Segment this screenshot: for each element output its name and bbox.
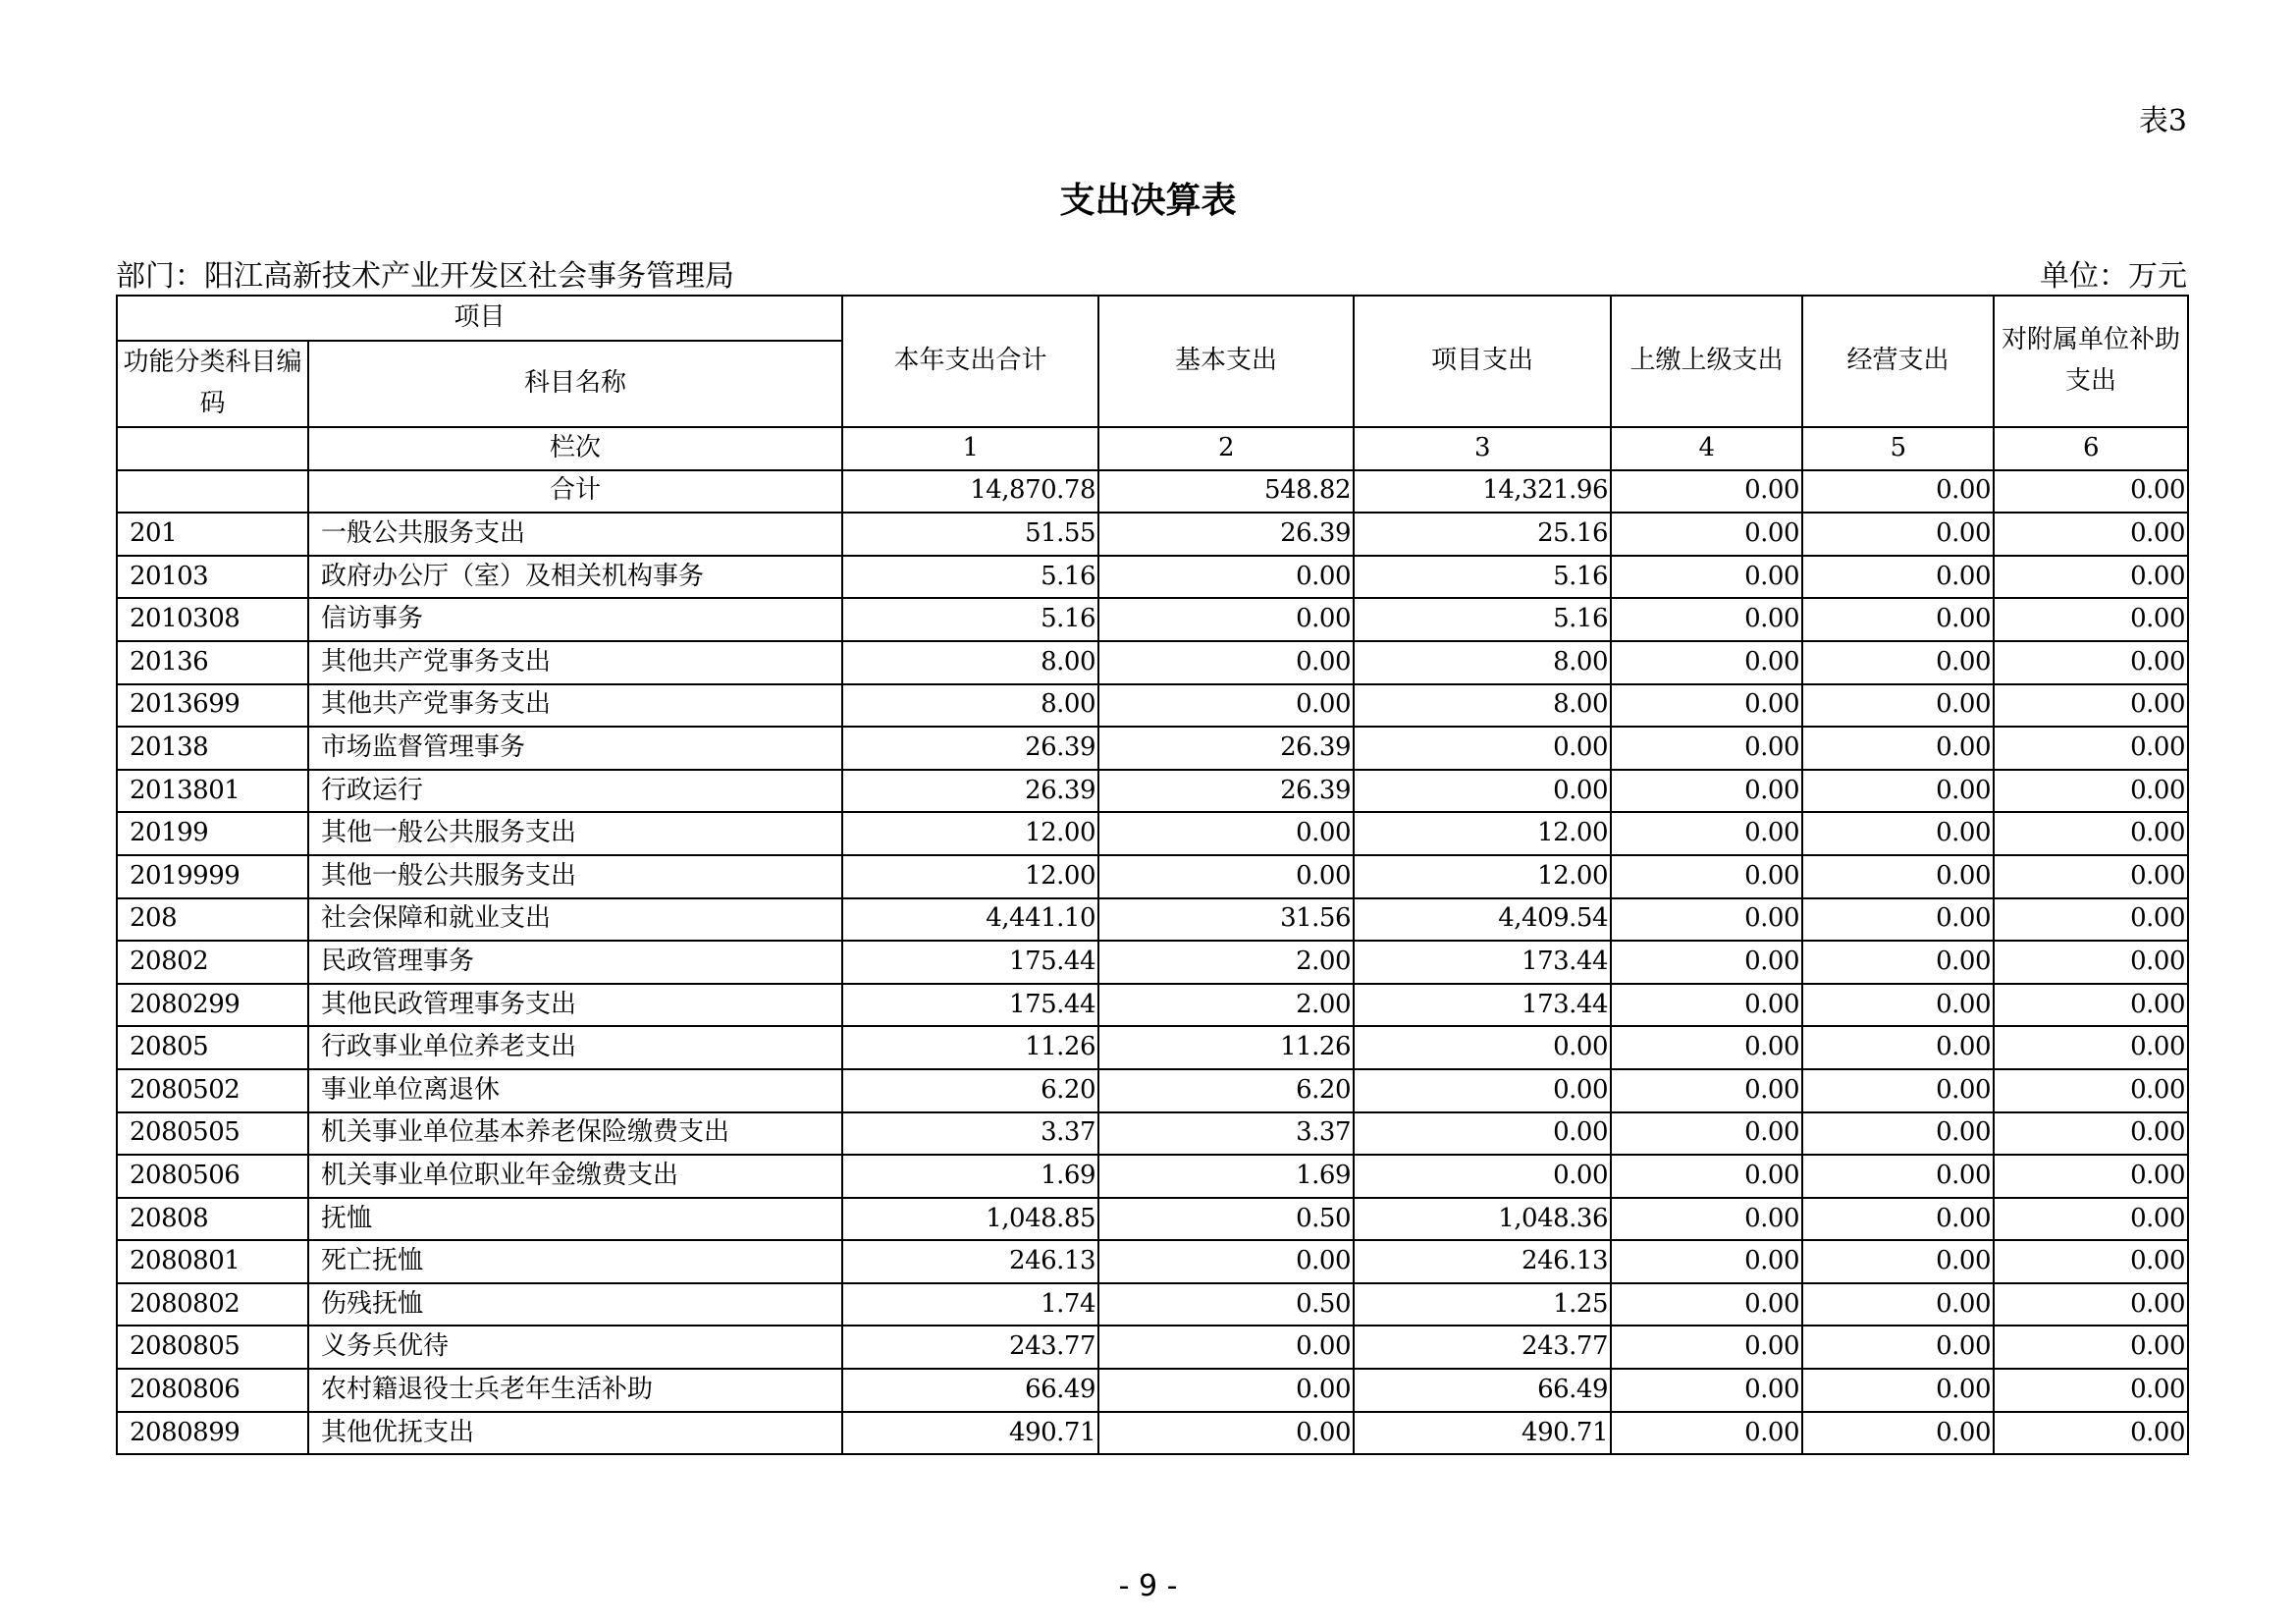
subject-code: 20138	[117, 727, 308, 770]
amount-cell: 6.20	[842, 1069, 1098, 1112]
amount-cell: 0.00	[1098, 641, 1354, 684]
amount-cell: 0.00	[1611, 1369, 1802, 1412]
subject-name: 政府办公厅（室）及相关机构事务	[308, 556, 842, 599]
amount-cell: 0.00	[1098, 1412, 1354, 1455]
column-header-basic: 基本支出	[1098, 296, 1354, 427]
subject-name: 其他民政管理事务支出	[308, 984, 842, 1027]
amount-cell: 8.00	[1354, 684, 1611, 728]
amount-cell: 0.00	[1994, 898, 2188, 942]
amount-cell: 0.00	[1802, 1369, 1994, 1412]
subject-name: 伤残抚恤	[308, 1283, 842, 1326]
amount-cell: 0.00	[1611, 556, 1802, 599]
amount-cell: 175.44	[842, 984, 1098, 1027]
amount-cell: 0.00	[1994, 641, 2188, 684]
amount-cell: 0.00	[1802, 1412, 1994, 1455]
amount-cell: 8.00	[1354, 641, 1611, 684]
amount-cell: 66.49	[842, 1369, 1098, 1412]
amount-cell: 0.00	[1354, 1155, 1611, 1198]
subject-name: 机关事业单位基本养老保险缴费支出	[308, 1112, 842, 1156]
amount-cell: 0.00	[1994, 556, 2188, 599]
subject-code: 2013699	[117, 684, 308, 728]
amount-cell: 1.25	[1354, 1283, 1611, 1326]
amount-cell: 0.00	[1611, 684, 1802, 728]
amount-cell: 0.00	[1994, 513, 2188, 556]
amount-cell: 3.37	[1098, 1112, 1354, 1156]
amount-cell: 0.00	[1994, 1026, 2188, 1069]
amount-cell: 0.00	[1802, 1326, 1994, 1369]
subject-code: 2080802	[117, 1283, 308, 1326]
total-value: 14,870.78	[842, 470, 1098, 514]
amount-cell: 0.00	[1611, 812, 1802, 855]
amount-cell: 246.13	[842, 1240, 1098, 1283]
amount-cell: 0.00	[1994, 1240, 2188, 1283]
amount-cell: 0.00	[1611, 1155, 1802, 1198]
index-label: 栏次	[308, 427, 842, 470]
subject-name: 死亡抚恤	[308, 1240, 842, 1283]
amount-cell: 8.00	[842, 684, 1098, 728]
amount-cell: 5.16	[842, 598, 1098, 641]
amount-cell: 246.13	[1354, 1240, 1611, 1283]
subject-name: 机关事业单位职业年金缴费支出	[308, 1155, 842, 1198]
table-row	[117, 641, 2188, 684]
total-value: 14,321.96	[1354, 470, 1611, 514]
column-header-subsidiary: 对附属单位补助支出	[1994, 296, 2188, 427]
amount-cell: 1.74	[842, 1283, 1098, 1326]
amount-cell: 12.00	[842, 855, 1098, 898]
amount-cell: 0.00	[1098, 855, 1354, 898]
amount-cell: 0.00	[1611, 941, 1802, 984]
amount-cell: 0.50	[1098, 1198, 1354, 1241]
amount-cell: 1,048.36	[1354, 1198, 1611, 1241]
index-number: 1	[842, 427, 1098, 470]
amount-cell: 12.00	[1354, 812, 1611, 855]
amount-cell: 0.00	[1802, 727, 1994, 770]
amount-cell: 0.00	[1994, 1155, 2188, 1198]
amount-cell: 0.00	[1994, 598, 2188, 641]
table-row	[117, 684, 2188, 728]
amount-cell: 0.50	[1098, 1283, 1354, 1326]
amount-cell: 243.77	[1354, 1326, 1611, 1369]
amount-cell: 0.00	[1354, 1069, 1611, 1112]
table-row	[117, 770, 2188, 813]
amount-cell: 0.00	[1994, 984, 2188, 1027]
amount-cell: 5.16	[1354, 556, 1611, 599]
table-row	[117, 1369, 2188, 1412]
index-row-blank	[117, 427, 308, 470]
amount-cell: 0.00	[1098, 1326, 1354, 1369]
amount-cell: 0.00	[1994, 812, 2188, 855]
amount-cell: 0.00	[1354, 770, 1611, 813]
table-row	[117, 727, 2188, 770]
amount-cell: 0.00	[1802, 1069, 1994, 1112]
amount-cell: 0.00	[1802, 984, 1994, 1027]
amount-cell: 0.00	[1802, 641, 1994, 684]
amount-cell: 490.71	[842, 1412, 1098, 1455]
total-row	[117, 470, 2188, 514]
index-number: 3	[1354, 427, 1611, 470]
table-row	[117, 1240, 2188, 1283]
amount-cell: 0.00	[1802, 598, 1994, 641]
subject-code: 2080801	[117, 1240, 308, 1283]
amount-cell: 5.16	[842, 556, 1098, 599]
subject-name: 其他一般公共服务支出	[308, 855, 842, 898]
table-row	[117, 1112, 2188, 1156]
table-row	[117, 513, 2188, 556]
column-header-upper: 上缴上级支出	[1611, 296, 1802, 427]
total-value: 0.00	[1611, 470, 1802, 514]
subject-code: 2080899	[117, 1412, 308, 1455]
subject-name: 其他优抚支出	[308, 1412, 842, 1455]
amount-cell: 5.16	[1354, 598, 1611, 641]
amount-cell: 0.00	[1802, 513, 1994, 556]
total-value: 0.00	[1802, 470, 1994, 514]
amount-cell: 0.00	[1994, 1198, 2188, 1241]
total-row-blank	[117, 470, 308, 514]
subject-name: 抚恤	[308, 1198, 842, 1241]
amount-cell: 0.00	[1994, 1112, 2188, 1156]
expenditure-table	[116, 295, 2189, 1455]
amount-cell: 25.16	[1354, 513, 1611, 556]
subject-code: 2019999	[117, 855, 308, 898]
subject-name: 行政事业单位养老支出	[308, 1026, 842, 1069]
subject-name: 信访事务	[308, 598, 842, 641]
amount-cell: 0.00	[1354, 1112, 1611, 1156]
amount-cell: 26.39	[1098, 727, 1354, 770]
table-row	[117, 941, 2188, 984]
amount-cell: 173.44	[1354, 941, 1611, 984]
amount-cell: 0.00	[1994, 1283, 2188, 1326]
page-number: - 9 -	[1118, 1569, 1178, 1603]
amount-cell: 51.55	[842, 513, 1098, 556]
subject-name: 农村籍退役士兵老年生活补助	[308, 1369, 842, 1412]
total-value: 548.82	[1098, 470, 1354, 514]
amount-cell: 0.00	[1611, 1026, 1802, 1069]
subject-name: 事业单位离退休	[308, 1069, 842, 1112]
table-row	[117, 855, 2188, 898]
amount-cell: 0.00	[1611, 898, 1802, 942]
amount-cell: 0.00	[1802, 1112, 1994, 1156]
index-number: 5	[1802, 427, 1994, 470]
subject-code: 2080506	[117, 1155, 308, 1198]
amount-cell: 26.39	[1098, 770, 1354, 813]
column-header-project: 项目支出	[1354, 296, 1611, 427]
table-number: 表3	[2138, 104, 2187, 138]
amount-cell: 173.44	[1354, 984, 1611, 1027]
subject-name: 民政管理事务	[308, 941, 842, 984]
subject-code: 2080502	[117, 1069, 308, 1112]
amount-cell: 0.00	[1611, 727, 1802, 770]
group-header-project: 项目	[117, 296, 842, 341]
amount-cell: 0.00	[1354, 727, 1611, 770]
amount-cell: 66.49	[1354, 1369, 1611, 1412]
amount-cell: 11.26	[1098, 1026, 1354, 1069]
table-row	[117, 1412, 2188, 1455]
amount-cell: 0.00	[1611, 1112, 1802, 1156]
amount-cell: 2.00	[1098, 984, 1354, 1027]
amount-cell: 4,409.54	[1354, 898, 1611, 942]
amount-cell: 0.00	[1098, 556, 1354, 599]
amount-cell: 0.00	[1802, 1198, 1994, 1241]
amount-cell: 0.00	[1098, 1240, 1354, 1283]
amount-cell: 0.00	[1611, 1069, 1802, 1112]
table-row	[117, 556, 2188, 599]
amount-cell: 1.69	[842, 1155, 1098, 1198]
subject-name: 社会保障和就业支出	[308, 898, 842, 942]
amount-cell: 31.56	[1098, 898, 1354, 942]
amount-cell: 0.00	[1802, 1283, 1994, 1326]
amount-cell: 0.00	[1994, 941, 2188, 984]
table-row	[117, 1069, 2188, 1112]
amount-cell: 0.00	[1611, 855, 1802, 898]
amount-cell: 26.39	[842, 727, 1098, 770]
amount-cell: 0.00	[1098, 684, 1354, 728]
amount-cell: 0.00	[1611, 1283, 1802, 1326]
amount-cell: 0.00	[1611, 984, 1802, 1027]
amount-cell: 0.00	[1994, 1069, 2188, 1112]
amount-cell: 0.00	[1611, 1326, 1802, 1369]
index-row	[117, 427, 2188, 470]
amount-cell: 26.39	[842, 770, 1098, 813]
subject-code: 20808	[117, 1198, 308, 1241]
subject-code: 2080806	[117, 1369, 308, 1412]
amount-cell: 0.00	[1611, 770, 1802, 813]
subject-code: 20199	[117, 812, 308, 855]
table-row	[117, 1326, 2188, 1369]
column-header-business: 经营支出	[1802, 296, 1994, 427]
amount-cell: 8.00	[842, 641, 1098, 684]
amount-cell: 0.00	[1098, 598, 1354, 641]
subject-code: 208	[117, 898, 308, 942]
amount-cell: 0.00	[1802, 855, 1994, 898]
amount-cell: 12.00	[1354, 855, 1611, 898]
amount-cell: 0.00	[1994, 1369, 2188, 1412]
amount-cell: 0.00	[1994, 727, 2188, 770]
amount-cell: 26.39	[1098, 513, 1354, 556]
amount-cell: 0.00	[1611, 598, 1802, 641]
subject-code: 2013801	[117, 770, 308, 813]
amount-cell: 243.77	[842, 1326, 1098, 1369]
amount-cell: 0.00	[1802, 941, 1994, 984]
table-row	[117, 812, 2188, 855]
amount-cell: 0.00	[1802, 556, 1994, 599]
subject-code: 2080805	[117, 1326, 308, 1369]
amount-cell: 1.69	[1098, 1155, 1354, 1198]
index-number: 2	[1098, 427, 1354, 470]
unit-label: 单位：万元	[2040, 259, 2187, 294]
column-header-code: 功能分类科目编码	[117, 341, 308, 427]
amount-cell: 0.00	[1611, 1412, 1802, 1455]
amount-cell: 0.00	[1611, 1240, 1802, 1283]
amount-cell: 0.00	[1802, 1026, 1994, 1069]
subject-name: 其他一般公共服务支出	[308, 812, 842, 855]
amount-cell: 0.00	[1994, 855, 2188, 898]
amount-cell: 0.00	[1802, 770, 1994, 813]
subject-name: 一般公共服务支出	[308, 513, 842, 556]
amount-cell: 0.00	[1994, 684, 2188, 728]
amount-cell: 11.26	[842, 1026, 1098, 1069]
amount-cell: 0.00	[1802, 1155, 1994, 1198]
index-number: 4	[1611, 427, 1802, 470]
subject-name: 其他共产党事务支出	[308, 641, 842, 684]
column-header-total: 本年支出合计	[842, 296, 1098, 427]
table-row	[117, 598, 2188, 641]
amount-cell: 6.20	[1098, 1069, 1354, 1112]
table-row	[117, 1026, 2188, 1069]
amount-cell: 0.00	[1611, 641, 1802, 684]
amount-cell: 4,441.10	[842, 898, 1098, 942]
subject-name: 行政运行	[308, 770, 842, 813]
table-row	[117, 1283, 2188, 1326]
amount-cell: 0.00	[1354, 1026, 1611, 1069]
amount-cell: 12.00	[842, 812, 1098, 855]
table-row	[117, 1198, 2188, 1241]
amount-cell: 0.00	[1994, 1412, 2188, 1455]
amount-cell: 175.44	[842, 941, 1098, 984]
index-number: 6	[1994, 427, 2188, 470]
amount-cell: 3.37	[842, 1112, 1098, 1156]
amount-cell: 0.00	[1994, 1326, 2188, 1369]
subject-name: 义务兵优待	[308, 1326, 842, 1369]
subject-code: 2080299	[117, 984, 308, 1027]
total-value: 0.00	[1994, 470, 2188, 514]
amount-cell: 0.00	[1802, 684, 1994, 728]
amount-cell: 0.00	[1098, 812, 1354, 855]
amount-cell: 0.00	[1611, 1198, 1802, 1241]
subject-code: 2080505	[117, 1112, 308, 1156]
subject-name: 市场监督管理事务	[308, 727, 842, 770]
table-row	[117, 1155, 2188, 1198]
amount-cell: 0.00	[1994, 770, 2188, 813]
amount-cell: 0.00	[1802, 812, 1994, 855]
table-row	[117, 898, 2188, 942]
subject-code: 20103	[117, 556, 308, 599]
amount-cell: 0.00	[1802, 898, 1994, 942]
column-header-name: 科目名称	[308, 341, 842, 427]
total-label: 合计	[308, 470, 842, 514]
subject-name: 其他共产党事务支出	[308, 684, 842, 728]
subject-code: 20805	[117, 1026, 308, 1069]
subject-code: 20136	[117, 641, 308, 684]
document-title: 支出决算表	[1059, 181, 1237, 221]
amount-cell: 0.00	[1802, 1240, 1994, 1283]
amount-cell: 490.71	[1354, 1412, 1611, 1455]
subject-code: 2010308	[117, 598, 308, 641]
department-label: 部门：阳江高新技术产业开发区社会事务管理局	[116, 259, 734, 294]
amount-cell: 2.00	[1098, 941, 1354, 984]
amount-cell: 0.00	[1611, 513, 1802, 556]
amount-cell: 1,048.85	[842, 1198, 1098, 1241]
table-row	[117, 984, 2188, 1027]
amount-cell: 0.00	[1098, 1369, 1354, 1412]
subject-code: 201	[117, 513, 308, 556]
subject-code: 20802	[117, 941, 308, 984]
